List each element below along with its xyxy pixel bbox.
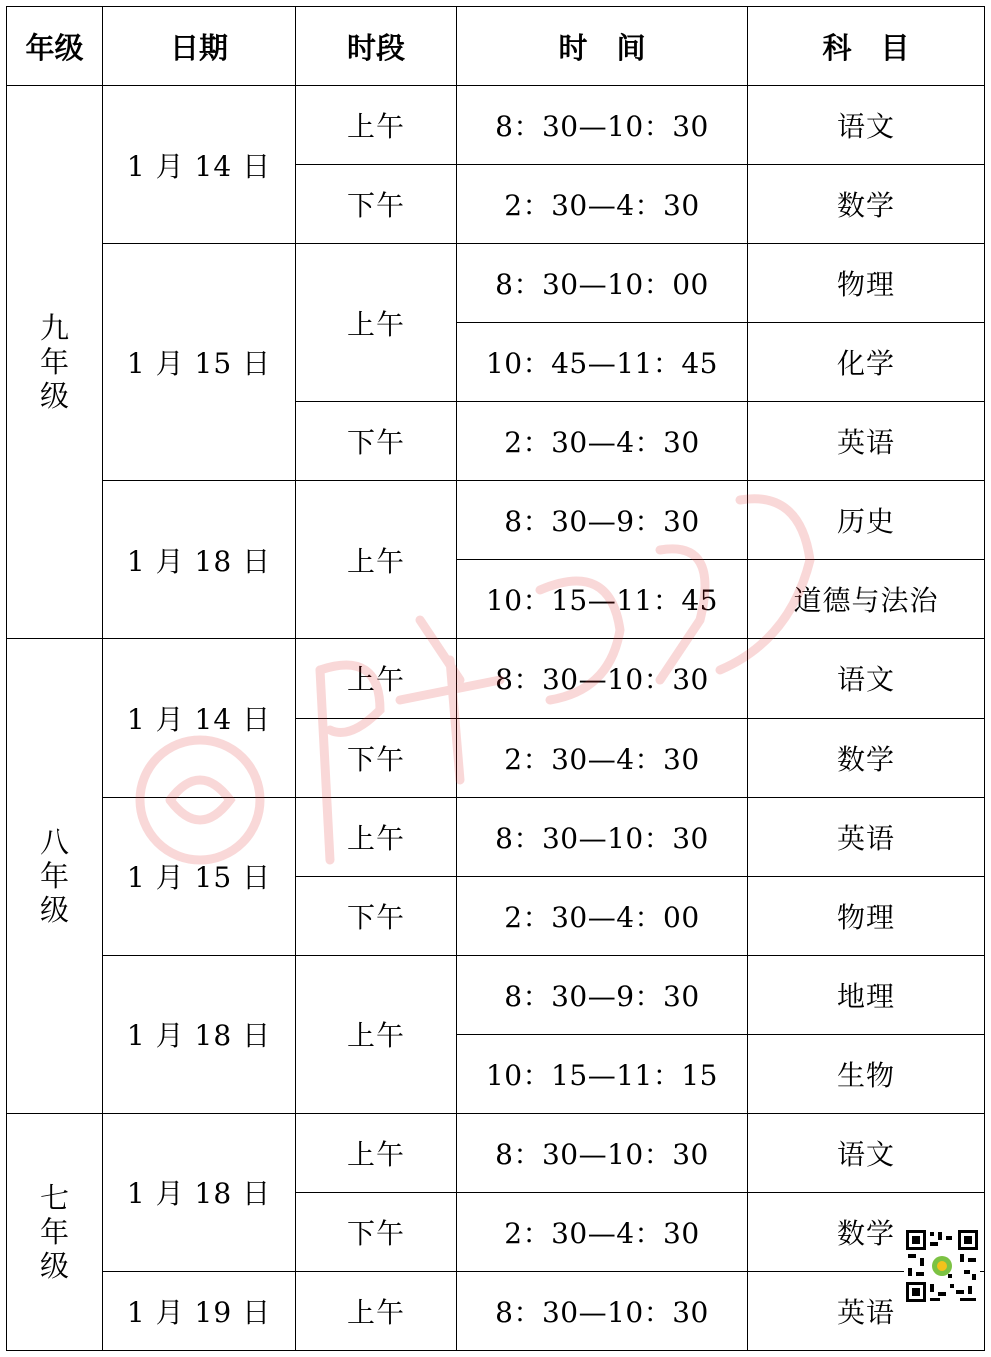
subject-cell: 语文	[748, 86, 985, 165]
table-header	[7, 7, 985, 86]
header-grade: 年级	[7, 7, 103, 86]
subject-cell: 数学	[748, 718, 985, 797]
subject-cell: 英语	[748, 1271, 985, 1350]
table-row	[7, 481, 985, 560]
time-cell: 2：30—4：30	[457, 165, 748, 244]
header-row	[7, 7, 985, 86]
subject-cell: 物理	[748, 244, 985, 323]
time-cell: 8：30—10：30	[457, 639, 748, 718]
period-cell: 上午	[296, 481, 457, 639]
period-cell: 上午	[296, 639, 457, 718]
table-row	[7, 955, 985, 1034]
grade-cell	[7, 1113, 103, 1350]
subject-cell: 化学	[748, 323, 985, 402]
time-cell: 10：45—11：45	[457, 323, 748, 402]
period-cell: 上午	[296, 955, 457, 1113]
grade-cell	[7, 639, 103, 1113]
table-row	[7, 86, 985, 165]
date-cell: 1 月 15 日	[103, 797, 296, 955]
subject-cell: 物理	[748, 876, 985, 955]
table-body	[7, 86, 985, 1351]
period-cell: 下午	[296, 1192, 457, 1271]
time-cell: 2：30—4：30	[457, 1192, 748, 1271]
period-cell: 上午	[296, 1271, 457, 1350]
qr-code-icon[interactable]	[904, 1228, 980, 1304]
time-cell: 8：30—10：30	[457, 1271, 748, 1350]
header-period: 时段	[296, 7, 457, 86]
time-cell: 2：30—4：00	[457, 876, 748, 955]
subject-cell: 数学	[748, 1192, 985, 1271]
grade-label: 八年级	[39, 825, 69, 928]
table-row	[7, 1113, 985, 1192]
time-cell: 8：30—9：30	[457, 481, 748, 560]
subject-cell: 英语	[748, 797, 985, 876]
grade-cell	[7, 86, 103, 639]
time-cell: 10：15—11：45	[457, 560, 748, 639]
time-cell: 10：15—11：15	[457, 1034, 748, 1113]
time-cell: 8：30—10：00	[457, 244, 748, 323]
period-cell: 上午	[296, 1113, 457, 1192]
header-time: 时 间	[457, 7, 748, 86]
time-cell: 2：30—4：30	[457, 718, 748, 797]
subject-cell: 地理	[748, 955, 985, 1034]
header-date: 日期	[103, 7, 296, 86]
subject-cell: 英语	[748, 402, 985, 481]
time-cell: 8：30—10：30	[457, 1113, 748, 1192]
period-cell: 上午	[296, 244, 457, 402]
period-cell: 上午	[296, 797, 457, 876]
date-cell: 1 月 18 日	[103, 955, 296, 1113]
period-cell: 下午	[296, 718, 457, 797]
period-cell: 上午	[296, 86, 457, 165]
grade-label: 九年级	[39, 311, 69, 414]
date-cell: 1 月 14 日	[103, 86, 296, 244]
date-cell: 1 月 19 日	[103, 1271, 296, 1350]
period-cell: 下午	[296, 402, 457, 481]
subject-cell: 语文	[748, 639, 985, 718]
time-cell: 8：30—10：30	[457, 86, 748, 165]
time-cell: 8：30—9：30	[457, 955, 748, 1034]
subject-cell: 语文	[748, 1113, 985, 1192]
exam-schedule-table	[6, 6, 985, 1351]
date-cell: 1 月 14 日	[103, 639, 296, 797]
time-cell: 8：30—10：30	[457, 797, 748, 876]
table-row	[7, 639, 985, 718]
subject-cell: 数学	[748, 165, 985, 244]
table-row	[7, 1271, 985, 1350]
subject-cell: 道德与法治	[748, 560, 985, 639]
table-row	[7, 797, 985, 876]
date-cell: 1 月 18 日	[103, 1113, 296, 1271]
subject-cell: 历史	[748, 481, 985, 560]
grade-label: 七年级	[39, 1180, 69, 1283]
header-subject: 科 目	[748, 7, 985, 86]
date-cell: 1 月 18 日	[103, 481, 296, 639]
period-cell: 下午	[296, 876, 457, 955]
table-row	[7, 244, 985, 323]
time-cell: 2：30—4：30	[457, 402, 748, 481]
subject-cell: 生物	[748, 1034, 985, 1113]
period-cell: 下午	[296, 165, 457, 244]
date-cell: 1 月 15 日	[103, 244, 296, 481]
